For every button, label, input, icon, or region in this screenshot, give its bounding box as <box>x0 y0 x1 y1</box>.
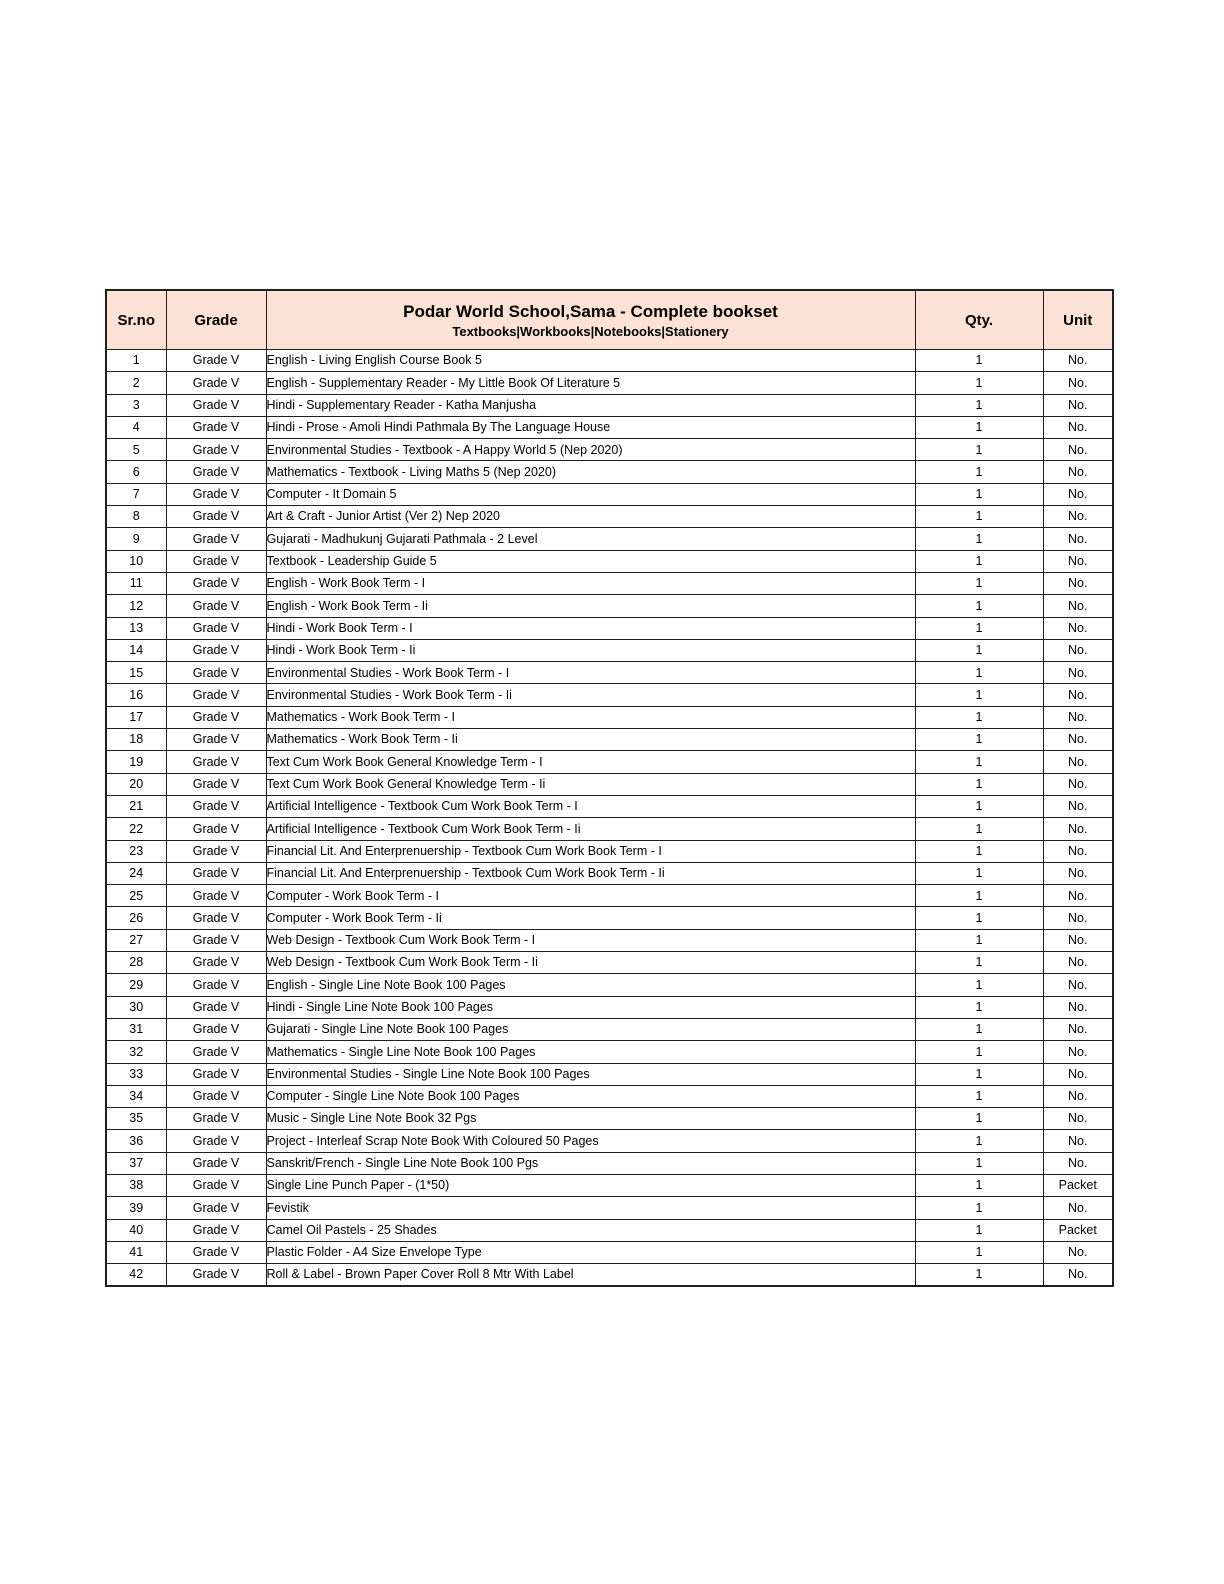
cell-sr: 9 <box>106 528 166 550</box>
cell-item: Hindi - Work Book Term - Ii <box>266 639 915 661</box>
cell-sr: 1 <box>106 350 166 372</box>
table-row <box>106 439 1113 461</box>
cell-item: Web Design - Textbook Cum Work Book Term - I <box>266 929 915 951</box>
table-row <box>106 1174 1113 1196</box>
cell-grade: Grade V <box>166 639 266 661</box>
cell-unit: No. <box>1043 439 1113 461</box>
cell-grade: Grade V <box>166 952 266 974</box>
cell-qty: 1 <box>915 1241 1043 1263</box>
cell-grade: Grade V <box>166 350 266 372</box>
cell-item: Hindi - Single Line Note Book 100 Pages <box>266 996 915 1018</box>
cell-qty: 1 <box>915 795 1043 817</box>
table-row <box>106 907 1113 929</box>
header-row <box>106 290 1113 350</box>
cell-unit: No. <box>1043 1063 1113 1085</box>
cell-sr: 32 <box>106 1041 166 1063</box>
cell-unit: No. <box>1043 818 1113 840</box>
cell-item: Music - Single Line Note Book 32 Pgs <box>266 1108 915 1130</box>
booklist-body <box>106 350 1113 1286</box>
cell-item: Hindi - Supplementary Reader - Katha Manjusha <box>266 394 915 416</box>
cell-item: Mathematics - Single Line Note Book 100 Pages <box>266 1041 915 1063</box>
cell-qty: 1 <box>915 1152 1043 1174</box>
cell-item: Art & Craft - Junior Artist (Ver 2) Nep 2020 <box>266 506 915 528</box>
cell-grade: Grade V <box>166 1197 266 1219</box>
cell-sr: 13 <box>106 617 166 639</box>
cell-sr: 22 <box>106 818 166 840</box>
cell-qty: 1 <box>915 528 1043 550</box>
table-header <box>106 290 1113 350</box>
cell-item: Computer - Work Book Term - Ii <box>266 907 915 929</box>
cell-item: English - Living English Course Book 5 <box>266 350 915 372</box>
column-header-title-cell <box>266 290 915 350</box>
table-row <box>106 974 1113 996</box>
cell-sr: 27 <box>106 929 166 951</box>
cell-sr: 2 <box>106 372 166 394</box>
cell-unit: No. <box>1043 996 1113 1018</box>
cell-sr: 14 <box>106 639 166 661</box>
cell-qty: 1 <box>915 1108 1043 1130</box>
cell-item: Financial Lit. And Enterprenuership - Textbook Cum Work Book Term - Ii <box>266 862 915 884</box>
cell-item: Artificial Intelligence - Textbook Cum Work Book Term - Ii <box>266 818 915 840</box>
cell-unit: No. <box>1043 974 1113 996</box>
table-row <box>106 483 1113 505</box>
cell-sr: 30 <box>106 996 166 1018</box>
table-row <box>106 350 1113 372</box>
cell-sr: 4 <box>106 416 166 438</box>
cell-qty: 1 <box>915 506 1043 528</box>
cell-grade: Grade V <box>166 1264 266 1286</box>
cell-qty: 1 <box>915 818 1043 840</box>
cell-grade: Grade V <box>166 1085 266 1107</box>
cell-grade: Grade V <box>166 1063 266 1085</box>
cell-qty: 1 <box>915 483 1043 505</box>
cell-item: Computer - Work Book Term - I <box>266 885 915 907</box>
column-header-qty: Qty. <box>915 290 1043 350</box>
column-header-grade: Grade <box>166 290 266 350</box>
cell-qty: 1 <box>915 751 1043 773</box>
cell-item: Camel Oil Pastels - 25 Shades <box>266 1219 915 1241</box>
cell-unit: No. <box>1043 350 1113 372</box>
cell-grade: Grade V <box>166 461 266 483</box>
cell-grade: Grade V <box>166 1241 266 1263</box>
table-row <box>106 1152 1113 1174</box>
cell-grade: Grade V <box>166 416 266 438</box>
cell-unit: No. <box>1043 862 1113 884</box>
cell-grade: Grade V <box>166 751 266 773</box>
cell-qty: 1 <box>915 350 1043 372</box>
table-row <box>106 1063 1113 1085</box>
cell-item: Textbook - Leadership Guide 5 <box>266 550 915 572</box>
cell-grade: Grade V <box>166 617 266 639</box>
cell-item: Gujarati - Single Line Note Book 100 Pages <box>266 1018 915 1040</box>
cell-sr: 35 <box>106 1108 166 1130</box>
table-row <box>106 550 1113 572</box>
cell-sr: 39 <box>106 1197 166 1219</box>
cell-qty: 1 <box>915 729 1043 751</box>
table-row <box>106 818 1113 840</box>
cell-item: Mathematics - Textbook - Living Maths 5 (Nep 2020) <box>266 461 915 483</box>
cell-unit: No. <box>1043 550 1113 572</box>
table-row <box>106 751 1113 773</box>
booklist-sheet <box>105 289 1114 1287</box>
cell-sr: 36 <box>106 1130 166 1152</box>
cell-item: Hindi - Work Book Term - I <box>266 617 915 639</box>
cell-grade: Grade V <box>166 840 266 862</box>
table-row <box>106 1108 1113 1130</box>
table-row <box>106 684 1113 706</box>
cell-item: Computer - It Domain 5 <box>266 483 915 505</box>
cell-item: Environmental Studies - Textbook - A Happy World 5 (Nep 2020) <box>266 439 915 461</box>
cell-unit: No. <box>1043 773 1113 795</box>
cell-item: Environmental Studies - Work Book Term - Ii <box>266 684 915 706</box>
cell-item: Environmental Studies - Work Book Term - I <box>266 662 915 684</box>
cell-unit: No. <box>1043 1041 1113 1063</box>
cell-grade: Grade V <box>166 974 266 996</box>
cell-sr: 34 <box>106 1085 166 1107</box>
table-row <box>106 1085 1113 1107</box>
cell-qty: 1 <box>915 617 1043 639</box>
table-row <box>106 662 1113 684</box>
cell-sr: 25 <box>106 885 166 907</box>
cell-unit: No. <box>1043 751 1113 773</box>
cell-grade: Grade V <box>166 550 266 572</box>
cell-item: Single Line Punch Paper - (1*50) <box>266 1174 915 1196</box>
cell-item: Hindi - Prose - Amoli Hindi Pathmala By The Language House <box>266 416 915 438</box>
cell-unit: Packet <box>1043 1174 1113 1196</box>
cell-unit: No. <box>1043 662 1113 684</box>
cell-sr: 16 <box>106 684 166 706</box>
table-row <box>106 952 1113 974</box>
cell-qty: 1 <box>915 862 1043 884</box>
cell-qty: 1 <box>915 996 1043 1018</box>
cell-qty: 1 <box>915 394 1043 416</box>
cell-unit: No. <box>1043 729 1113 751</box>
cell-qty: 1 <box>915 706 1043 728</box>
cell-sr: 26 <box>106 907 166 929</box>
cell-grade: Grade V <box>166 929 266 951</box>
cell-unit: No. <box>1043 1264 1113 1286</box>
cell-sr: 33 <box>106 1063 166 1085</box>
cell-unit: No. <box>1043 394 1113 416</box>
table-row <box>106 461 1113 483</box>
table-row <box>106 394 1113 416</box>
table-row <box>106 528 1113 550</box>
cell-qty: 1 <box>915 684 1043 706</box>
table-row <box>106 840 1113 862</box>
cell-qty: 1 <box>915 1264 1043 1286</box>
cell-item: Text Cum Work Book General Knowledge Term - Ii <box>266 773 915 795</box>
cell-qty: 1 <box>915 1197 1043 1219</box>
cell-grade: Grade V <box>166 706 266 728</box>
cell-sr: 11 <box>106 572 166 594</box>
cell-grade: Grade V <box>166 684 266 706</box>
table-row <box>106 1018 1113 1040</box>
cell-unit: No. <box>1043 885 1113 907</box>
table-row <box>106 773 1113 795</box>
cell-qty: 1 <box>915 439 1043 461</box>
table-row <box>106 795 1113 817</box>
cell-grade: Grade V <box>166 862 266 884</box>
cell-item: Financial Lit. And Enterprenuership - Textbook Cum Work Book Term - I <box>266 840 915 862</box>
cell-grade: Grade V <box>166 1108 266 1130</box>
cell-sr: 40 <box>106 1219 166 1241</box>
cell-qty: 1 <box>915 840 1043 862</box>
cell-item: Mathematics - Work Book Term - I <box>266 706 915 728</box>
cell-grade: Grade V <box>166 1174 266 1196</box>
cell-sr: 21 <box>106 795 166 817</box>
cell-grade: Grade V <box>166 996 266 1018</box>
cell-grade: Grade V <box>166 885 266 907</box>
cell-unit: No. <box>1043 929 1113 951</box>
cell-qty: 1 <box>915 952 1043 974</box>
table-row <box>106 706 1113 728</box>
cell-unit: No. <box>1043 795 1113 817</box>
cell-sr: 38 <box>106 1174 166 1196</box>
table-row <box>106 572 1113 594</box>
table-row <box>106 595 1113 617</box>
table-row <box>106 996 1113 1018</box>
cell-item: Roll & Label - Brown Paper Cover Roll 8 Mtr With Label <box>266 1264 915 1286</box>
cell-item: English - Supplementary Reader - My Little Book Of Literature 5 <box>266 372 915 394</box>
cell-qty: 1 <box>915 662 1043 684</box>
cell-unit: No. <box>1043 528 1113 550</box>
cell-item: Project - Interleaf Scrap Note Book With Coloured 50 Pages <box>266 1130 915 1152</box>
cell-grade: Grade V <box>166 818 266 840</box>
cell-qty: 1 <box>915 639 1043 661</box>
cell-sr: 6 <box>106 461 166 483</box>
bookset-title: Podar World School,Sama - Complete bookset <box>403 301 778 321</box>
cell-sr: 37 <box>106 1152 166 1174</box>
cell-item: Text Cum Work Book General Knowledge Term - I <box>266 751 915 773</box>
cell-unit: No. <box>1043 483 1113 505</box>
cell-qty: 1 <box>915 885 1043 907</box>
cell-item: Web Design - Textbook Cum Work Book Term - Ii <box>266 952 915 974</box>
cell-sr: 31 <box>106 1018 166 1040</box>
cell-item: English - Work Book Term - Ii <box>266 595 915 617</box>
table-row <box>106 416 1113 438</box>
cell-unit: No. <box>1043 572 1113 594</box>
cell-unit: No. <box>1043 684 1113 706</box>
cell-grade: Grade V <box>166 729 266 751</box>
cell-qty: 1 <box>915 974 1043 996</box>
cell-unit: No. <box>1043 1197 1113 1219</box>
cell-item: Computer - Single Line Note Book 100 Pages <box>266 1085 915 1107</box>
cell-qty: 1 <box>915 1219 1043 1241</box>
table-row <box>106 885 1113 907</box>
column-header-unit: Unit <box>1043 290 1113 350</box>
cell-grade: Grade V <box>166 1130 266 1152</box>
cell-sr: 20 <box>106 773 166 795</box>
cell-unit: No. <box>1043 840 1113 862</box>
cell-grade: Grade V <box>166 394 266 416</box>
table-row <box>106 1241 1113 1263</box>
cell-item: Artificial Intelligence - Textbook Cum Work Book Term - I <box>266 795 915 817</box>
cell-item: Plastic Folder - A4 Size Envelope Type <box>266 1241 915 1263</box>
bookset-subtitle: Textbooks|Workbooks|Notebooks|Stationery <box>452 324 729 340</box>
cell-grade: Grade V <box>166 1219 266 1241</box>
cell-sr: 41 <box>106 1241 166 1263</box>
table-row <box>106 617 1113 639</box>
cell-sr: 42 <box>106 1264 166 1286</box>
cell-grade: Grade V <box>166 595 266 617</box>
cell-grade: Grade V <box>166 773 266 795</box>
cell-item: Mathematics - Work Book Term - Ii <box>266 729 915 751</box>
cell-grade: Grade V <box>166 372 266 394</box>
cell-unit: Packet <box>1043 1219 1113 1241</box>
cell-grade: Grade V <box>166 572 266 594</box>
cell-qty: 1 <box>915 595 1043 617</box>
cell-sr: 29 <box>106 974 166 996</box>
cell-unit: No. <box>1043 1108 1113 1130</box>
cell-qty: 1 <box>915 1041 1043 1063</box>
cell-item: Gujarati - Madhukunj Gujarati Pathmala - 2 Level <box>266 528 915 550</box>
table-row <box>106 639 1113 661</box>
cell-grade: Grade V <box>166 528 266 550</box>
cell-sr: 8 <box>106 506 166 528</box>
cell-grade: Grade V <box>166 662 266 684</box>
cell-unit: No. <box>1043 617 1113 639</box>
cell-grade: Grade V <box>166 1018 266 1040</box>
cell-grade: Grade V <box>166 483 266 505</box>
cell-qty: 1 <box>915 372 1043 394</box>
cell-unit: No. <box>1043 706 1113 728</box>
cell-unit: No. <box>1043 1130 1113 1152</box>
cell-unit: No. <box>1043 372 1113 394</box>
cell-qty: 1 <box>915 907 1043 929</box>
cell-grade: Grade V <box>166 439 266 461</box>
table-row <box>106 1219 1113 1241</box>
cell-sr: 7 <box>106 483 166 505</box>
cell-sr: 15 <box>106 662 166 684</box>
cell-sr: 5 <box>106 439 166 461</box>
table-row <box>106 1041 1113 1063</box>
cell-sr: 12 <box>106 595 166 617</box>
cell-unit: No. <box>1043 1085 1113 1107</box>
cell-qty: 1 <box>915 929 1043 951</box>
cell-qty: 1 <box>915 572 1043 594</box>
cell-sr: 28 <box>106 952 166 974</box>
column-header-srno: Sr.no <box>106 290 166 350</box>
cell-qty: 1 <box>915 1085 1043 1107</box>
cell-qty: 1 <box>915 416 1043 438</box>
table-row <box>106 929 1113 951</box>
table-row <box>106 1197 1113 1219</box>
table-row <box>106 1264 1113 1286</box>
cell-item: Sanskrit/French - Single Line Note Book 100 Pgs <box>266 1152 915 1174</box>
cell-grade: Grade V <box>166 907 266 929</box>
table-row <box>106 1130 1113 1152</box>
table-row <box>106 372 1113 394</box>
cell-unit: No. <box>1043 1241 1113 1263</box>
cell-unit: No. <box>1043 1018 1113 1040</box>
cell-item: English - Single Line Note Book 100 Pages <box>266 974 915 996</box>
cell-qty: 1 <box>915 1018 1043 1040</box>
cell-sr: 3 <box>106 394 166 416</box>
cell-qty: 1 <box>915 773 1043 795</box>
table-row <box>106 862 1113 884</box>
cell-item: Fevistik <box>266 1197 915 1219</box>
cell-unit: No. <box>1043 416 1113 438</box>
booklist-table <box>105 289 1114 1287</box>
table-row <box>106 729 1113 751</box>
cell-grade: Grade V <box>166 506 266 528</box>
cell-grade: Grade V <box>166 1152 266 1174</box>
cell-unit: No. <box>1043 461 1113 483</box>
cell-unit: No. <box>1043 907 1113 929</box>
cell-qty: 1 <box>915 550 1043 572</box>
cell-sr: 19 <box>106 751 166 773</box>
cell-sr: 24 <box>106 862 166 884</box>
cell-sr: 18 <box>106 729 166 751</box>
cell-qty: 1 <box>915 1063 1043 1085</box>
cell-sr: 17 <box>106 706 166 728</box>
cell-unit: No. <box>1043 506 1113 528</box>
cell-sr: 10 <box>106 550 166 572</box>
cell-qty: 1 <box>915 1130 1043 1152</box>
cell-unit: No. <box>1043 595 1113 617</box>
cell-grade: Grade V <box>166 795 266 817</box>
cell-qty: 1 <box>915 1174 1043 1196</box>
cell-sr: 23 <box>106 840 166 862</box>
cell-qty: 1 <box>915 461 1043 483</box>
cell-unit: No. <box>1043 952 1113 974</box>
cell-item: English - Work Book Term - I <box>266 572 915 594</box>
cell-grade: Grade V <box>166 1041 266 1063</box>
cell-unit: No. <box>1043 639 1113 661</box>
cell-item: Environmental Studies - Single Line Note Book 100 Pages <box>266 1063 915 1085</box>
cell-unit: No. <box>1043 1152 1113 1174</box>
table-row <box>106 506 1113 528</box>
